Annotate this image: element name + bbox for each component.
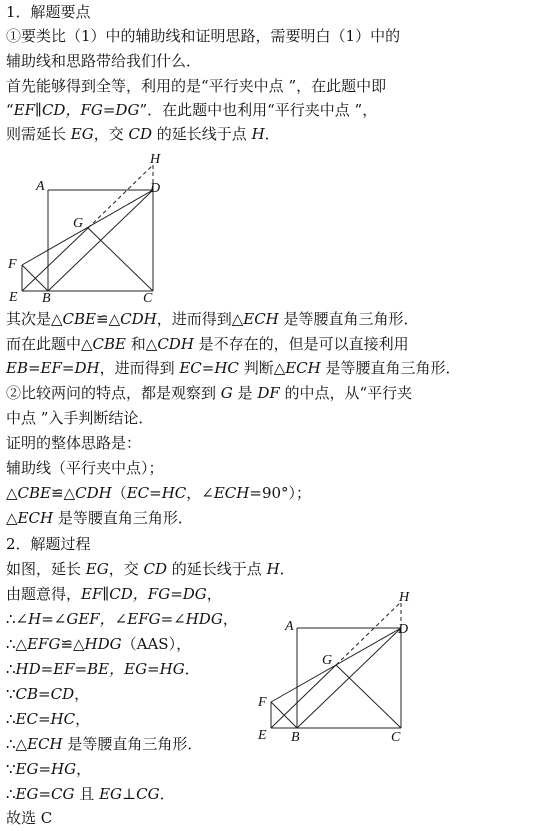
math-expr: CDH: [75, 484, 112, 502]
text-run: △: [6, 509, 18, 527]
math-expr: ECH: [27, 735, 63, 753]
label-C: C: [391, 730, 401, 745]
math-expr: ECH: [213, 484, 250, 502]
math-expr: EG: [85, 560, 109, 578]
section1-heading: 1．解题要点: [6, 3, 91, 21]
text-run: ，∠: [186, 484, 214, 502]
text-run: 的延长线于点: [167, 560, 267, 578]
overall-idea-step2: [6, 483, 311, 503]
label-B: B: [291, 730, 300, 745]
text-run: △: [6, 484, 18, 502]
text-run: 判断△: [238, 359, 286, 377]
math-expr: EG=HG: [15, 760, 77, 778]
math-expr: EG: [70, 125, 94, 143]
text-run: ．: [159, 785, 175, 803]
congruence-note-line2: [6, 100, 377, 120]
math-expr: DF: [257, 384, 280, 402]
label-E: E: [9, 290, 18, 305]
text-run: ≌△: [51, 484, 76, 502]
math-expr: CB=CD: [15, 685, 75, 703]
segment-GC: [336, 665, 401, 728]
text-run: 是等腰直角三角形．: [53, 509, 193, 527]
point1-line2: 辅助线和思路带给我们什么．: [6, 52, 202, 70]
math-expr: EG=CG: [15, 785, 75, 803]
text-run: （AAS），: [121, 635, 192, 653]
text-run: 的延长线于点: [152, 125, 252, 143]
proof-line10: [6, 784, 175, 804]
label-D: D: [398, 622, 409, 637]
text-run: ．: [184, 660, 200, 678]
text-run: ，进而得到△: [156, 310, 244, 328]
point1-line1: ①要类比（1）中的辅助线和证明思路，需要明白（1）中的: [6, 27, 401, 45]
math-expr: H: [251, 125, 265, 143]
text-run: 是: [232, 384, 258, 402]
label-F: F: [8, 257, 17, 272]
text-run: ∵: [6, 685, 16, 703]
text-run: 而在此题中△: [6, 335, 93, 353]
label-B: B: [42, 291, 51, 306]
text-run: 是不存在的，但是可以直接利用: [193, 335, 409, 353]
proof-line8: [6, 734, 202, 754]
label-H: H: [150, 152, 161, 167]
math-expr: ECH: [243, 310, 279, 328]
math-expr: EC=HC: [15, 710, 76, 728]
math-expr: CBE: [62, 310, 96, 328]
math-expr: CBE: [92, 335, 126, 353]
text-run: ，: [76, 760, 92, 778]
text-run: （: [111, 484, 127, 502]
math-expr: EB=EF=DH: [6, 359, 100, 377]
not-exist-line: [6, 334, 409, 354]
math-expr: EC=HC: [179, 359, 239, 377]
math-expr: ECH: [285, 359, 321, 377]
proof-line1: [6, 559, 295, 579]
label-D: D: [150, 181, 161, 196]
math-expr: CD: [143, 560, 168, 578]
text-run: ”．在此题中也利用“平行夹中点 ”，: [139, 101, 378, 119]
text-run: 和△: [126, 335, 158, 353]
label-A: A: [285, 619, 294, 634]
extend-eg-line: [6, 124, 280, 144]
text-run: ，交: [93, 125, 129, 143]
math-expr: CD: [128, 125, 153, 143]
congruent-triangles-line: [6, 309, 419, 329]
math-expr: H: [266, 560, 280, 578]
math-expr: EC=HC: [126, 484, 187, 502]
text-run: ∵: [6, 760, 16, 778]
text-run: 其次是△: [6, 310, 63, 328]
final-answer: 故选 C: [6, 809, 53, 827]
label-C: C: [143, 291, 153, 306]
text-run: ∴: [6, 785, 16, 803]
overall-idea-step1: 辅助线（平行夹中点）；: [6, 459, 164, 477]
text-run: “: [6, 101, 14, 119]
math-expr: HDG: [84, 635, 122, 653]
math-expr: G: [220, 384, 233, 402]
math-expr: CBE: [17, 484, 51, 502]
text-run: ∴∠: [6, 610, 29, 628]
text-run: ．: [264, 125, 280, 143]
segment-GH-dashed: [88, 165, 153, 228]
label-G: G: [73, 216, 84, 231]
text-run: ②比较两问的特点，都是观察到: [6, 384, 221, 402]
proof-line9: [6, 759, 91, 779]
label-E: E: [258, 728, 267, 743]
text-run: ，交: [108, 560, 144, 578]
math-expr: EG⊥CG: [99, 785, 160, 803]
text-run: 则需延长: [6, 125, 71, 143]
text-run: 如图，延长: [6, 560, 86, 578]
point2-line1: [6, 383, 412, 403]
direct-use-line: [6, 358, 461, 378]
text-run: ∴△: [6, 735, 28, 753]
math-expr: EF∥CD，FG=DG: [81, 585, 207, 603]
proof-line6: [6, 684, 89, 704]
text-run: 是等腰直角三角形．: [320, 359, 461, 377]
section2-heading: 2．解题过程: [6, 535, 91, 553]
congruence-note-line1: 首先能够得到全等，利用的是“平行夹中点 ”，在此题中即: [6, 77, 387, 95]
math-expr: CDH: [120, 310, 157, 328]
text-run: ，: [74, 685, 90, 703]
label-A: A: [36, 179, 45, 194]
text-run: ≌△: [96, 310, 121, 328]
math-expr: CDH: [157, 335, 194, 353]
math-expr: EF∥CD，FG=DG: [13, 101, 140, 119]
overall-idea-step3: [6, 508, 193, 528]
segment-GC: [88, 228, 153, 291]
text-run: ．: [279, 560, 295, 578]
text-run: =90°）；: [249, 484, 312, 502]
text-run: 是等腰直角三角形．: [62, 735, 203, 753]
geometry-figure-2: [255, 585, 415, 745]
point2-line2: 中点 ”入手判断结论．: [6, 409, 154, 427]
proof-line3: [6, 609, 238, 629]
text-run: ≌△: [60, 635, 85, 653]
text-run: 由题意得，: [6, 585, 82, 603]
text-run: ，: [222, 610, 238, 628]
math-expr: HD=EF=BE，EG=HG: [15, 660, 185, 678]
text-run: ，: [75, 710, 91, 728]
segment-FD: [22, 190, 153, 265]
text-run: ∴△: [6, 635, 28, 653]
label-F: F: [258, 695, 267, 710]
proof-line5: [6, 659, 200, 679]
proof-line4: [6, 634, 191, 654]
text-run: ∴: [6, 660, 16, 678]
math-expr: ECH: [17, 509, 54, 527]
label-G: G: [322, 653, 333, 668]
text-run: 且: [74, 785, 100, 803]
text-run: 是等腰直角三角形．: [278, 310, 419, 328]
proof-line7: [6, 709, 90, 729]
proof-line2: [6, 584, 222, 604]
text-run: 的中点，从“平行夹: [279, 384, 413, 402]
math-expr: H=∠GEF，∠EFG=∠HDG: [28, 610, 223, 628]
overall-idea-label: 证明的整体思路是：: [6, 434, 142, 452]
text-run: ，: [206, 585, 222, 603]
geometry-figure-1: [0, 148, 170, 308]
text-run: ，进而得到: [99, 359, 180, 377]
label-H: H: [399, 590, 410, 605]
text-run: ∴: [6, 710, 16, 728]
math-expr: EFG: [27, 635, 61, 653]
